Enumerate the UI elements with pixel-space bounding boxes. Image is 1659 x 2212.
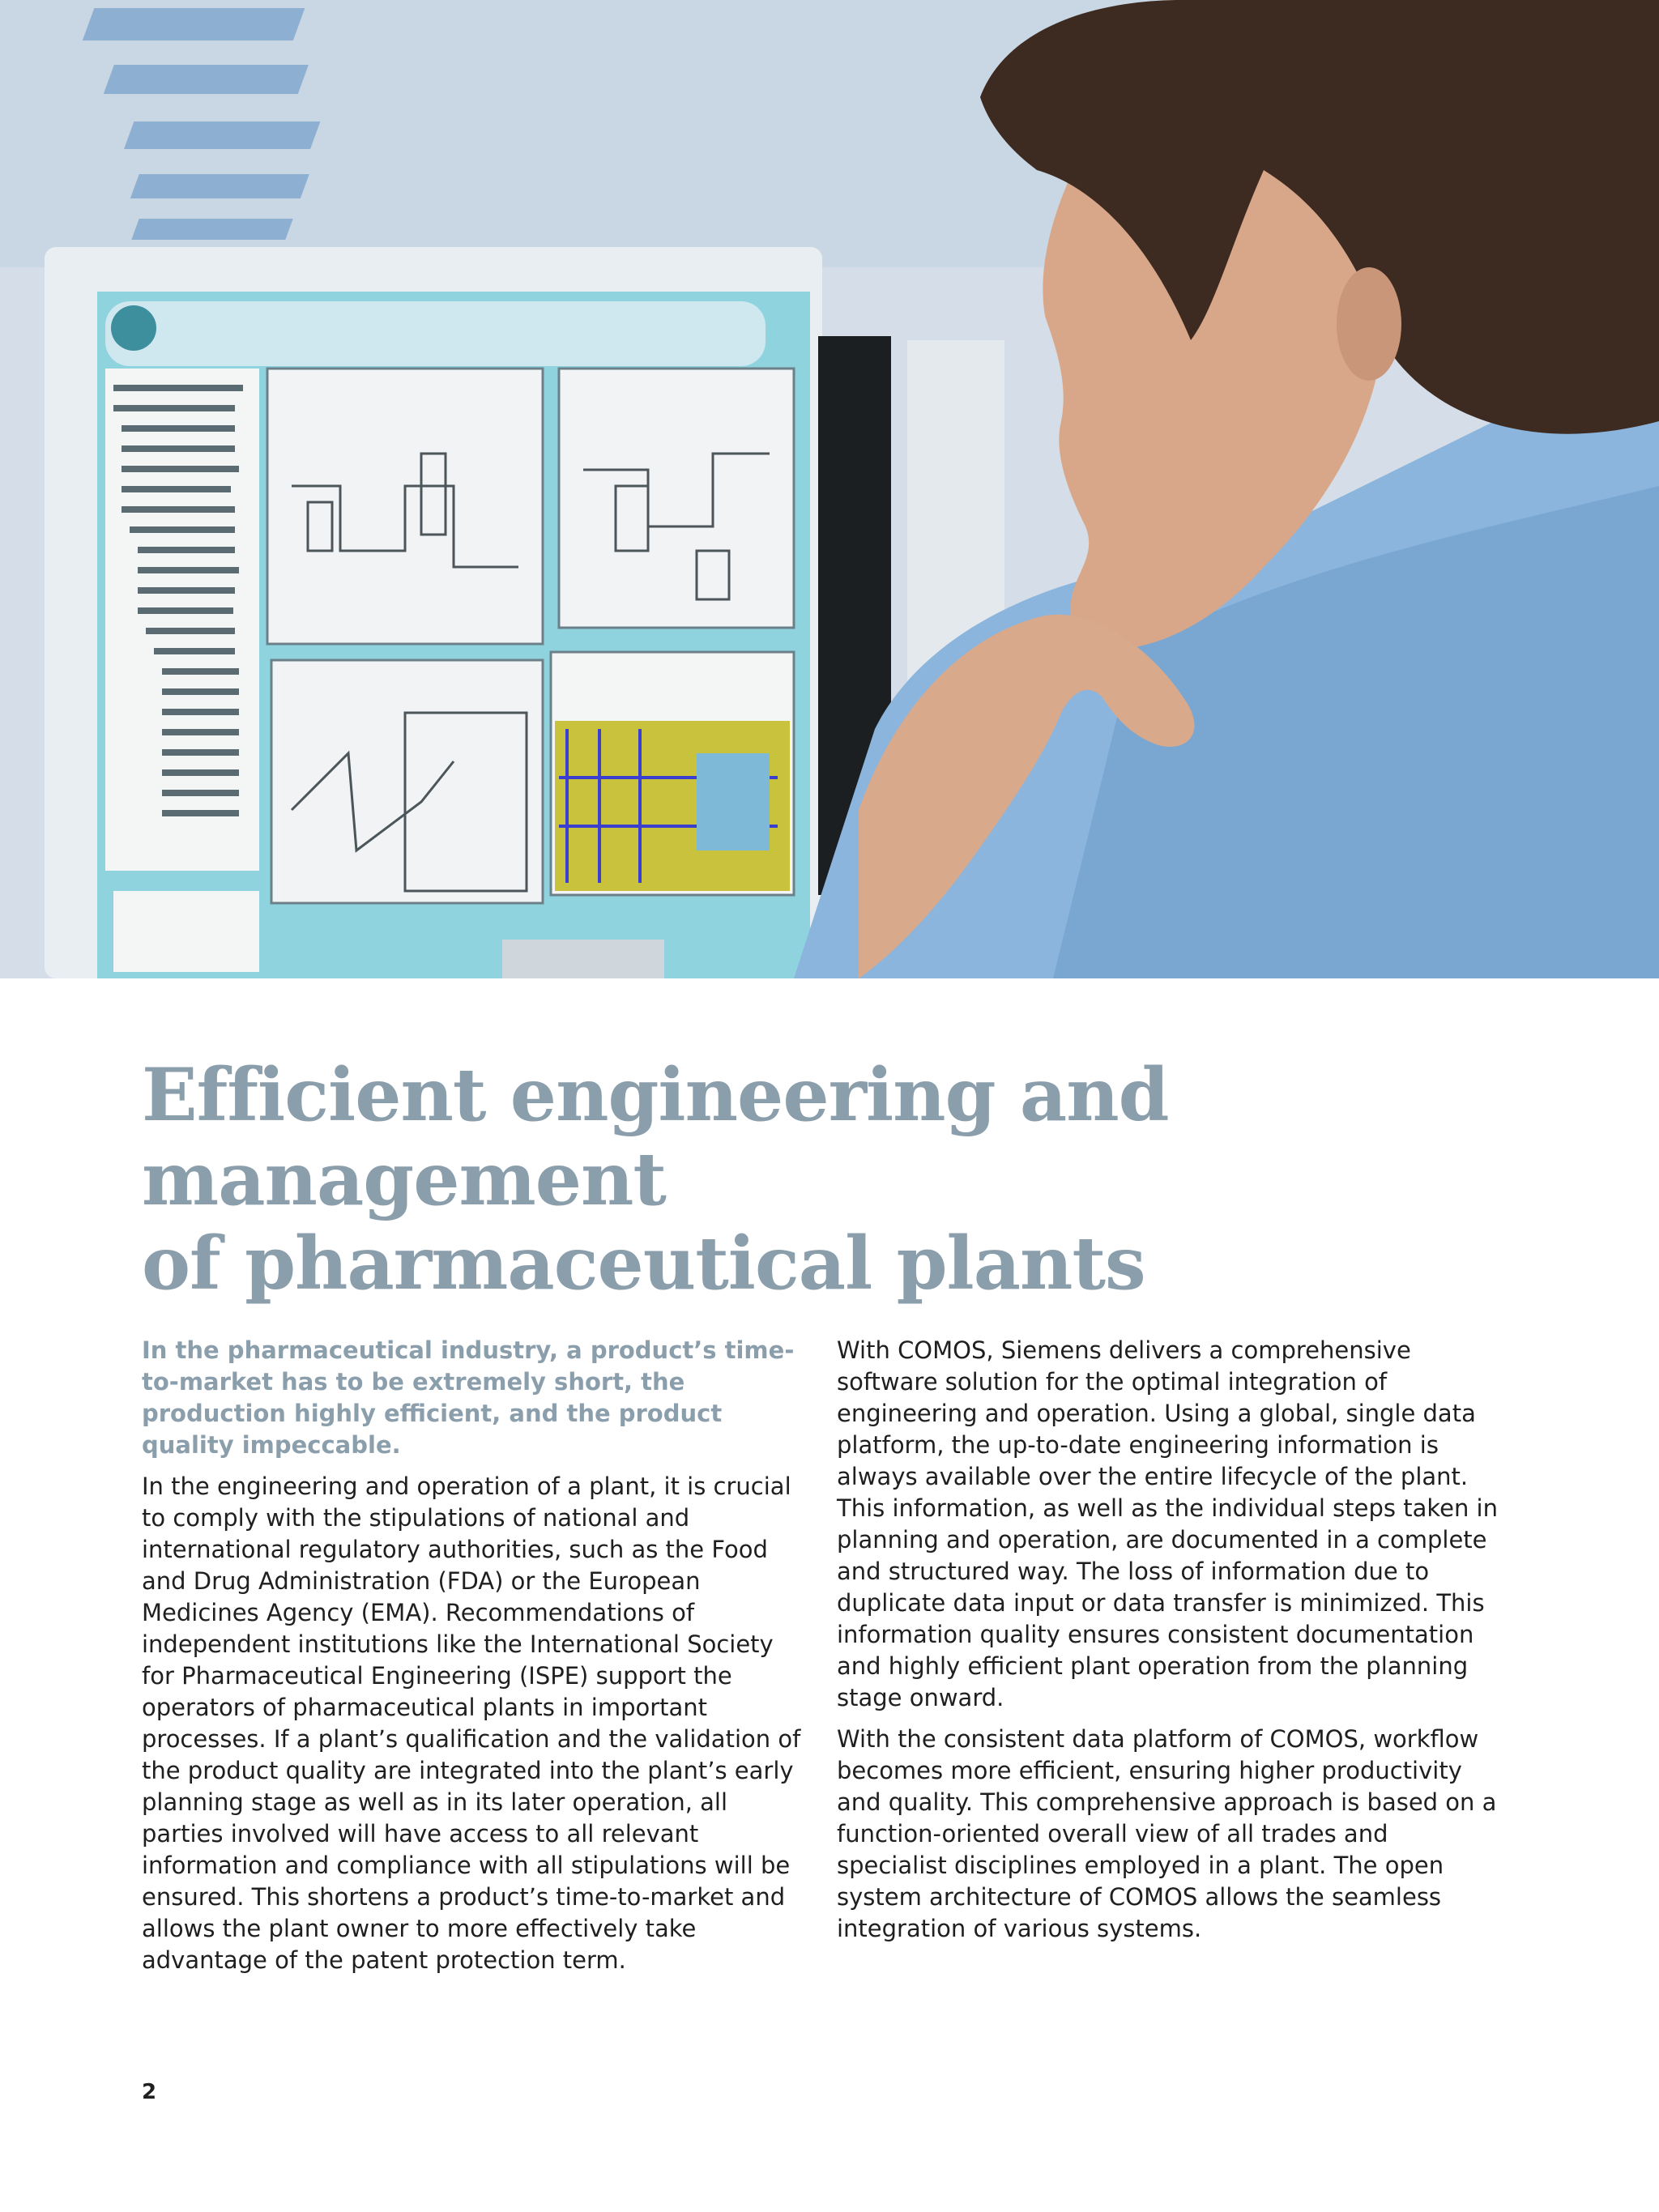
page-number: 2 xyxy=(142,2080,157,2104)
right-column xyxy=(837,1335,1501,1954)
title-line-1: Efficient engineering and management xyxy=(142,1052,1169,1222)
hero-photo xyxy=(0,0,1659,978)
body-paragraph: With the consistent data platform of COMOS, workflow becomes more efficient, ensuring higher productivity and quality. This comprehensive approach is based on a function-oriented overall view of all trades and specialist disciplines employed in a plant. The open system architecture of COMOS allows the seamless integration of various systems. xyxy=(837,1725,1497,1942)
body-paragraph: With COMOS, Siemens delivers a comprehensive software solution for the optimal integration of engineering and operation. Using a global, single data platform, the up-to-date engineering information is always available over the entire lifecycle of the plant. This information, as well as the individual steps taken in planning and operation, are documented in a complete and structured way. The loss of information due to duplicate data input or data transfer is minimized. This information quality ensures consistent documentation and highly efficient plant operation from the planning stage onward. xyxy=(837,1336,1498,1711)
lead-paragraph: In the pharmaceutical industry, a product’s time-to-market has to be extremely short, the production highly efficient, and the product quality impeccable. xyxy=(142,1336,795,1459)
engineer-at-monitor-illustration xyxy=(0,0,1659,978)
title-line-2: of pharmaceutical plants xyxy=(142,1221,1145,1306)
page-title xyxy=(142,1053,1535,1306)
left-column xyxy=(142,1335,806,1986)
body-paragraph: In the engineering and operation of a plant, it is crucial to comply with the stipulations of national and international regulatory authorities, such as the Food and Drug Administration (FDA) or the European Medicines Agency (EMA). Recommendations of independent institutions like the International Society for Pharmaceutical Engineering (ISPE) support the operators of pharmaceutical plants in important processes. If a plant’s qualification and the validation of the product quality are integrated into the plant’s early planning stage as well as in its later operation, all parties involved will have access to all relevant information and compliance with all stipulations will be ensured. This shortens a product’s time-to-market and allows the plant owner to more effectively take advantage of the patent protection term. xyxy=(142,1473,801,1974)
